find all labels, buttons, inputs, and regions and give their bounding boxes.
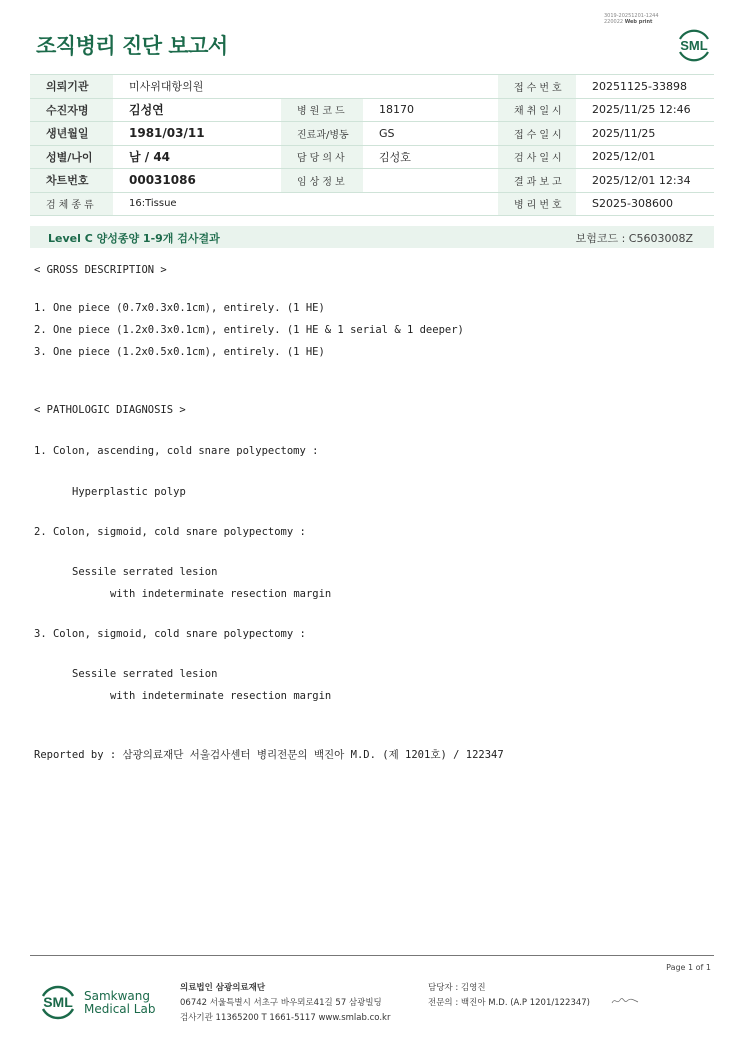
manager: 담당자 : 김영진 xyxy=(428,983,486,993)
diagnosis-site: 1. Colon, ascending, cold snare polypectomy : xyxy=(34,445,319,457)
print-meta-line2 xyxy=(604,19,659,25)
gross-item: 1. One piece (0.7x0.3x0.1cm), entirely. (1 HE) xyxy=(34,302,325,314)
label-pathology-no: 병리번호 xyxy=(498,192,576,216)
print-meta-code: 220022 xyxy=(604,19,624,25)
footer-sml-logo-icon xyxy=(36,980,80,1024)
value-accession-no: 20251125-33898 xyxy=(576,75,714,99)
info-row xyxy=(30,75,714,99)
brand-line1: Samkwang xyxy=(84,989,150,1003)
value-patient-name: 김성연 xyxy=(113,98,281,122)
diagnosis-result: Sessile serrated lesion xyxy=(72,566,218,578)
label-clinical-info: 임상정보 xyxy=(281,169,363,193)
gross-item: 3. One piece (1.2x0.5x0.1cm), entirely. (1 HE) xyxy=(34,346,325,358)
value-receipt-date: 2025/11/25 xyxy=(576,122,714,146)
info-row xyxy=(30,192,714,216)
label-patient-name: 수진자명 xyxy=(30,98,113,122)
footer-brand xyxy=(84,990,155,1016)
label-accession-no: 접수번호 xyxy=(498,75,576,99)
value-report-date: 2025/12/01 12:34 xyxy=(576,169,714,193)
footer-org-info xyxy=(180,981,390,1026)
label-chart-no: 차트번호 xyxy=(30,169,113,193)
value-chart-no: 00031086 xyxy=(113,169,281,193)
gross-header: < GROSS DESCRIPTION > xyxy=(34,264,167,276)
diagnosis-result: Sessile serrated lesion xyxy=(72,668,218,680)
diagnosis-note: with indeterminate resection margin xyxy=(110,690,332,702)
value-hospital-code: 18170 xyxy=(363,98,498,122)
report-title: 조직병리 진단 보고서 xyxy=(36,34,228,58)
value-birth-date: 1981/03/11 xyxy=(113,122,281,146)
diagnosis-result: Hyperplastic polyp xyxy=(72,486,186,498)
label-report-date: 결과보고 xyxy=(498,169,576,193)
result-section-bar xyxy=(30,226,714,248)
signature-icon xyxy=(610,995,640,1007)
label-department: 진료과/병동 xyxy=(281,122,363,146)
print-meta-line1: 3019-20251201-1244 xyxy=(604,13,659,19)
info-row xyxy=(30,122,714,146)
label-birth-date: 생년월일 xyxy=(30,122,113,146)
info-row xyxy=(30,169,714,193)
value-requesting-org: 미사위대항의원 xyxy=(113,75,498,99)
specialist: 전문의 : 백진아 M.D. (A.P 1201/122347) xyxy=(428,998,590,1008)
patient-info-table xyxy=(30,74,714,216)
value-specimen-type: 16:Tissue xyxy=(113,192,498,216)
gross-item: 2. One piece (1.2x0.3x0.1cm), entirely. (1 HE & 1 serial & 1 deeper) xyxy=(34,324,464,336)
label-receipt-date: 접수일시 xyxy=(498,122,576,146)
label-test-date: 검사일시 xyxy=(498,145,576,169)
footer-logo-text: SML xyxy=(43,994,73,1010)
label-requesting-org: 의뢰기관 xyxy=(30,75,113,99)
label-hospital-code: 병원코드 xyxy=(281,98,363,122)
value-pathology-no: S2025-308600 xyxy=(576,192,714,216)
label-collection-date: 채취일시 xyxy=(498,98,576,122)
value-clinical-info xyxy=(363,169,498,193)
org-name: 의료법인 삼광의료재단 xyxy=(180,983,266,993)
value-sex-age: 남 / 44 xyxy=(113,145,281,169)
info-row xyxy=(30,145,714,169)
value-collection-date: 2025/11/25 12:46 xyxy=(576,98,714,122)
print-meta-tag: Web print xyxy=(624,19,653,25)
info-row xyxy=(30,98,714,122)
diagnosis-note: with indeterminate resection margin xyxy=(110,588,332,600)
diagnosis-site: 3. Colon, sigmoid, cold snare polypectomy : xyxy=(34,628,306,640)
diagnosis-site: 2. Colon, sigmoid, cold snare polypectomy : xyxy=(34,526,306,538)
label-specimen-type: 검체종류 xyxy=(30,192,113,216)
org-contact: 검사기관 11365200 T 1661-5117 www.smlab.co.kr xyxy=(180,1013,391,1023)
value-department: GS xyxy=(363,122,498,146)
print-meta xyxy=(604,13,659,25)
label-physician: 담당의사 xyxy=(281,145,363,169)
value-physician: 김성호 xyxy=(363,145,498,169)
logo-text: SML xyxy=(680,38,708,53)
diagnosis-header: < PATHOLOGIC DIAGNOSIS > xyxy=(34,404,186,416)
org-address: 06742 서울특별시 서초구 바우뫼로41길 57 삼광빌딩 xyxy=(180,998,382,1008)
footer-divider xyxy=(30,955,714,956)
label-sex-age: 성별/나이 xyxy=(30,145,113,169)
brand-line2: Medical Lab xyxy=(84,1002,156,1016)
result-level-title: Level C 양성종양 1-9개 검사결과 xyxy=(48,232,220,245)
value-test-date: 2025/12/01 xyxy=(576,145,714,169)
insurance-code: 보험코드 : C5603008Z xyxy=(575,232,693,245)
reported-by: Reported by : 삼광의료재단 서울검사센터 병리전문의 백진아 M.D. (제 1201호) / 122347 xyxy=(34,749,504,761)
sml-logo-icon xyxy=(674,25,714,65)
page-number: Page 1 of 1 xyxy=(666,963,711,972)
footer-staff-info xyxy=(428,981,590,1011)
